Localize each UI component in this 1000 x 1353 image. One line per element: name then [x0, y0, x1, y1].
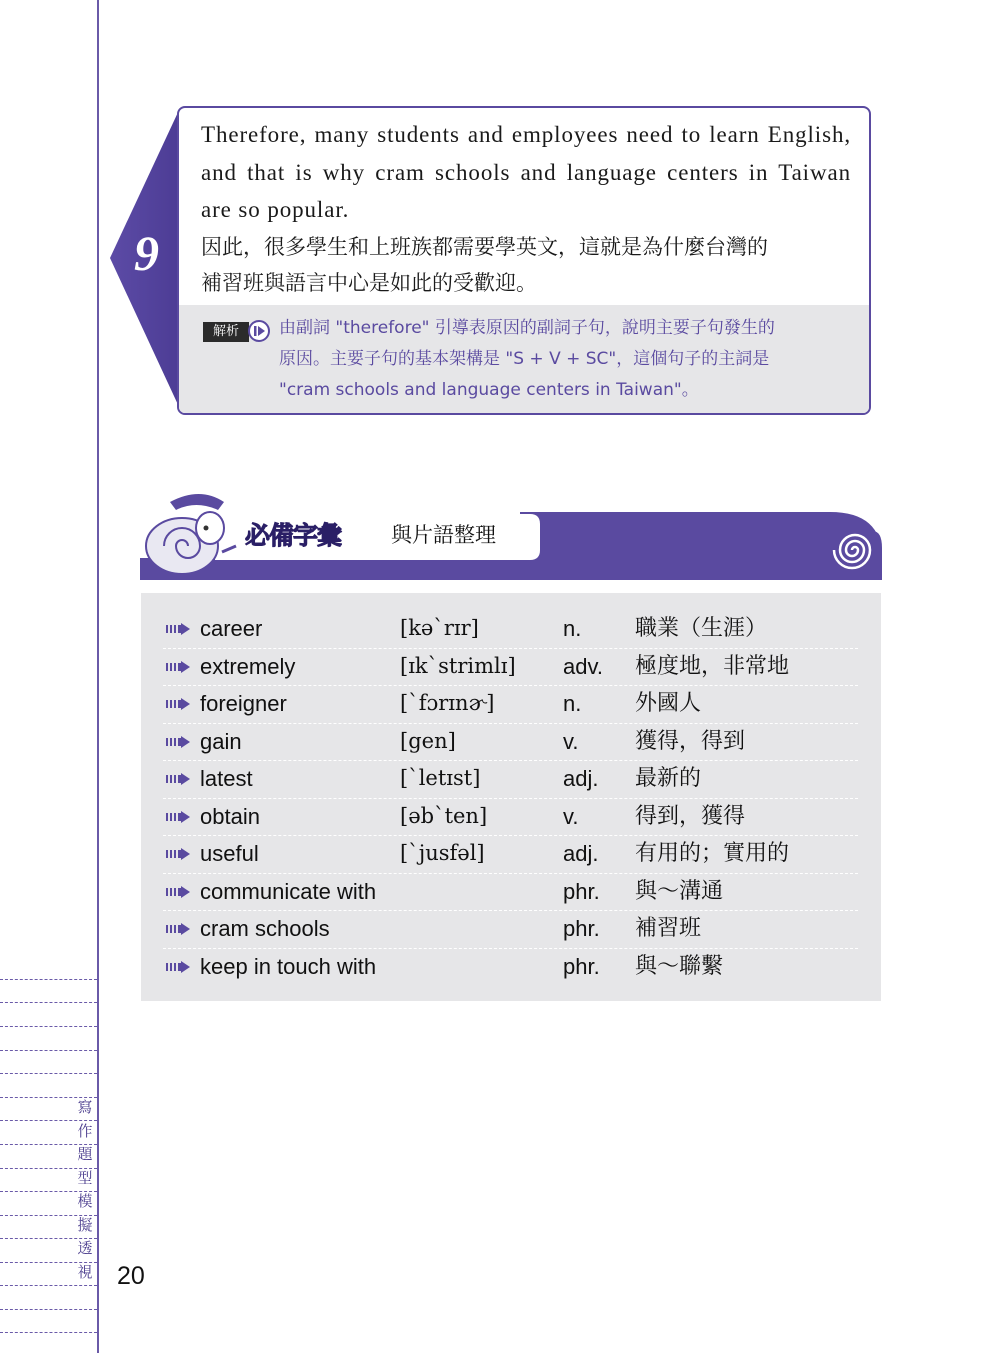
- list-item: [163, 723, 858, 762]
- vocab-meaning: 有用的；實用的: [635, 841, 790, 866]
- vocab-meaning: 最新的: [635, 766, 702, 791]
- side-title-char: 題: [77, 1145, 93, 1163]
- vocab-phonetic: [ɪkˋstrimlɪ]: [400, 653, 516, 678]
- analysis-line: 原因。主要子句的基本架構是 "S + V + SC"，這個句子的主詞是: [279, 349, 770, 369]
- vocab-pos: phr.: [563, 916, 600, 941]
- vocab-meaning: 得到，獲得: [635, 803, 746, 829]
- arrow-right-icon: [166, 773, 190, 785]
- arrow-right-icon: [166, 886, 190, 898]
- vocab-title-rest: 與片語整理: [391, 523, 496, 547]
- arrow-right-icon: [166, 811, 190, 823]
- vocab-title-bold: 必備字彙: [245, 521, 342, 550]
- margin-line: [97, 0, 99, 1353]
- vocab-phonetic: [gen]: [400, 728, 456, 753]
- vocab-word: career: [200, 616, 263, 641]
- list-item: [163, 910, 858, 949]
- vocab-meaning: 職業（生涯）: [635, 616, 768, 641]
- arrow-right-icon: [166, 661, 190, 673]
- vocab-meaning: 與～聯繫: [635, 953, 724, 979]
- vocab-phonetic: [ˋletɪst]: [400, 766, 481, 790]
- vocab-phonetic: [ˋfɔrɪnɚ]: [400, 691, 495, 715]
- arrow-right-icon: [166, 623, 190, 635]
- vocab-word: latest: [200, 766, 253, 791]
- list-item: [163, 873, 858, 912]
- list-item: [163, 798, 858, 837]
- list-item: [163, 760, 858, 799]
- vocab-word: extremely: [200, 653, 296, 679]
- analysis-text: [279, 313, 854, 406]
- analysis-line: "cram schools and language centers in Taiwan"。: [279, 380, 699, 400]
- vocab-pos: adj.: [563, 841, 599, 866]
- side-title-char: 作: [77, 1121, 93, 1140]
- chinese-translation-line2: 補習班與語言中心是如此的受歡迎。: [201, 270, 537, 295]
- vocab-word: obtain: [200, 803, 260, 829]
- arrow-right-icon: [166, 961, 190, 973]
- side-title-char: 模: [77, 1192, 93, 1210]
- side-title-char: 型: [77, 1168, 93, 1187]
- side-title-char: 視: [77, 1262, 93, 1281]
- play-circle-icon: [248, 320, 270, 342]
- vocab-word: useful: [200, 841, 259, 866]
- side-title-char: 擬: [77, 1215, 93, 1234]
- vocab-meaning: 補習班: [635, 916, 702, 941]
- vocab-word: foreigner: [200, 691, 287, 716]
- vocab-meaning: 外國人: [635, 691, 702, 716]
- page-number: 20: [117, 1262, 145, 1290]
- vocab-pos: phr.: [563, 953, 600, 979]
- sentence-card: [177, 106, 871, 415]
- vocab-pos: v.: [563, 728, 579, 754]
- chinese-translation-line1: 因此，很多學生和上班族都需要學英文，這就是為什麼台灣的: [201, 234, 768, 259]
- analysis-line: 由副詞 "therefore" 引導表原因的副詞子句，說明主要子句發生的: [279, 318, 775, 338]
- vocab-pos: adv.: [563, 653, 603, 679]
- vocab-word: communicate with: [200, 878, 377, 904]
- vocab-phonetic: [ˋjusfəl]: [400, 841, 485, 865]
- analysis-panel: [179, 305, 869, 413]
- vocab-pos: phr.: [563, 878, 600, 904]
- vocab-meaning: 極度地，非常地: [635, 653, 790, 679]
- vocab-meaning: 與～溝通: [635, 878, 724, 904]
- list-item: [163, 948, 858, 986]
- vocab-pos: n.: [563, 691, 582, 716]
- vocab-phonetic: [əbˋten]: [400, 803, 488, 828]
- vocab-list: [141, 593, 881, 1001]
- arrow-right-icon: [166, 736, 190, 748]
- sentence-number: 9: [134, 225, 159, 281]
- analysis-badge: 解析: [203, 322, 249, 342]
- vocab-pos: adj.: [563, 766, 599, 791]
- side-title-char: 透: [77, 1239, 93, 1257]
- vocab-word: cram schools: [200, 916, 330, 941]
- list-item: [163, 835, 858, 874]
- side-title-char: 寫: [77, 1098, 93, 1116]
- vocab-phonetic: [kəˋrɪr]: [400, 616, 479, 640]
- vocab-word: gain: [200, 728, 242, 754]
- vocab-pos: n.: [563, 616, 582, 641]
- arrow-right-icon: [166, 848, 190, 860]
- list-item: [163, 685, 858, 724]
- side-section-title: [74, 1096, 96, 1284]
- vocab-meaning: 獲得，得到: [635, 728, 746, 754]
- arrow-right-icon: [166, 698, 190, 710]
- arrow-right-icon: [166, 923, 190, 935]
- english-sentence: Therefore, many students and employees need to learn English, and that is why cram schools and language centers in Taiwan are so popular.: [201, 122, 851, 222]
- list-item: [163, 610, 858, 649]
- vocab-pos: v.: [563, 803, 579, 829]
- list-item: [163, 648, 858, 687]
- vocab-word: keep in touch with: [200, 953, 377, 979]
